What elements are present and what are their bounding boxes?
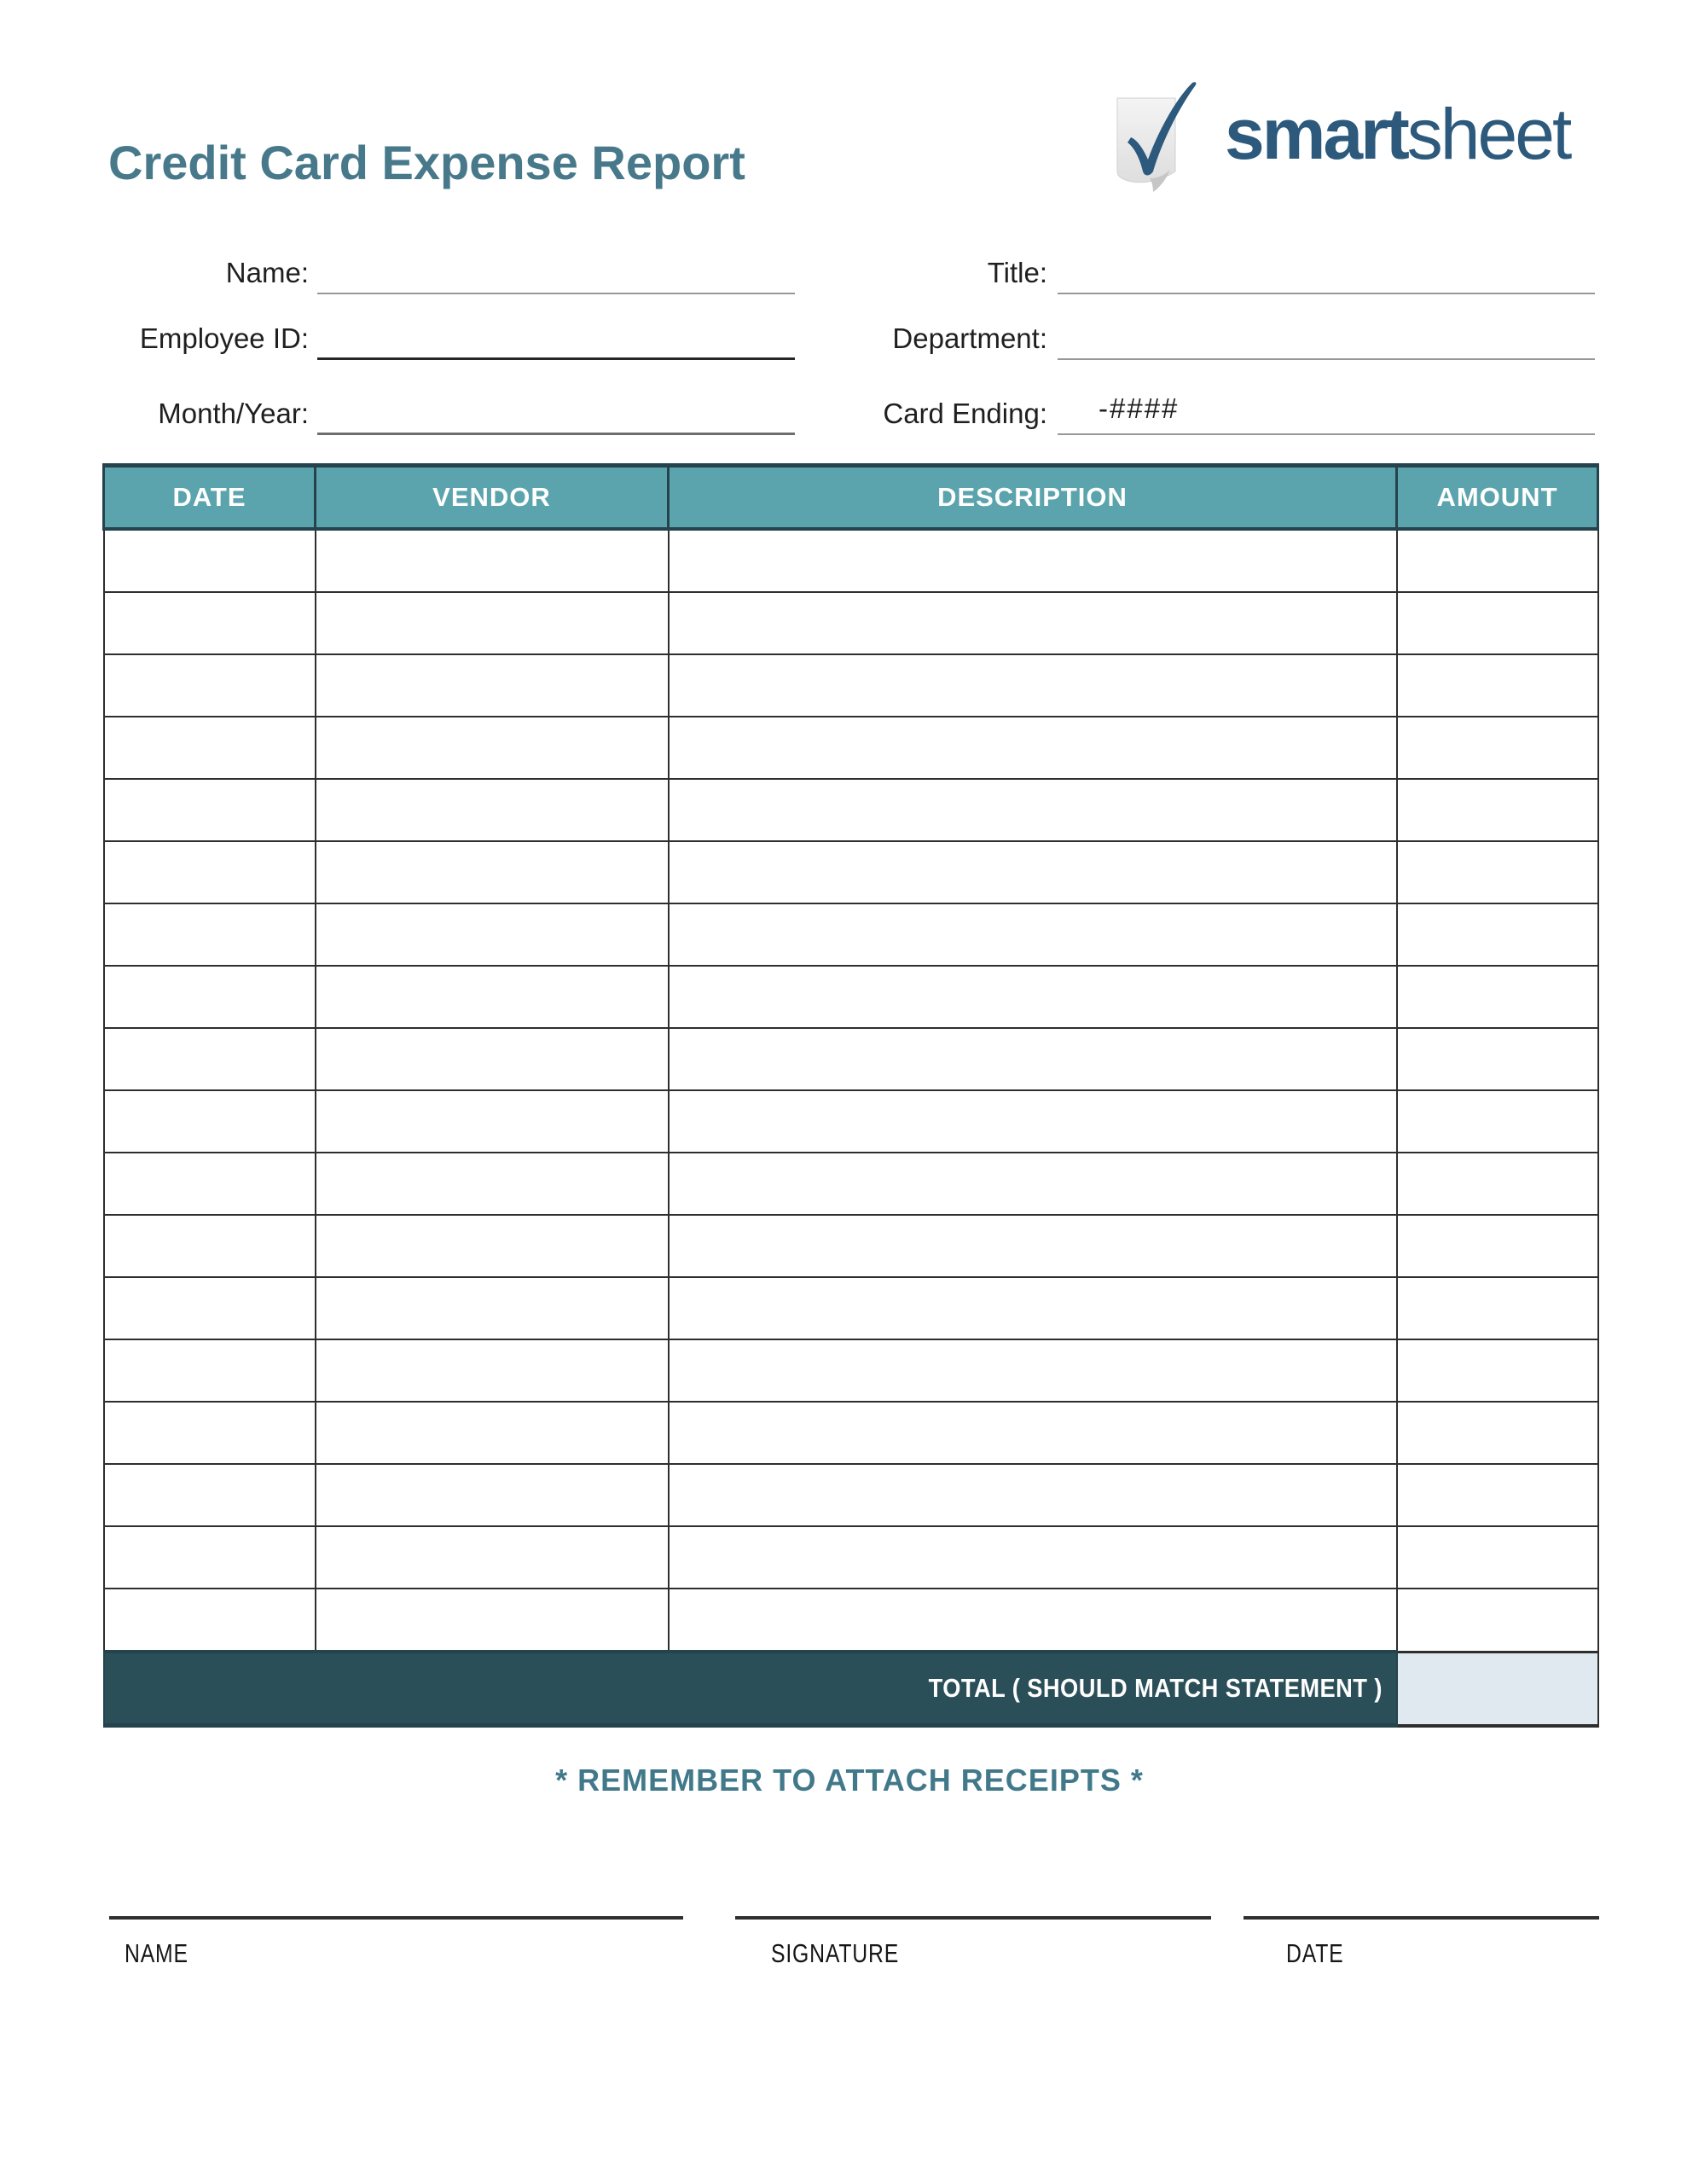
table-cell[interactable] [104, 1277, 316, 1339]
table-cell[interactable] [669, 654, 1397, 717]
employee-id-input-line[interactable] [317, 313, 795, 360]
table-cell[interactable] [104, 779, 316, 841]
table-cell[interactable] [104, 592, 316, 654]
table-row [104, 1589, 1598, 1652]
table-row [104, 1526, 1598, 1589]
table-cell[interactable] [669, 1090, 1397, 1153]
field-name [111, 250, 795, 294]
table-row [104, 841, 1598, 903]
department-label: Department: [892, 322, 1047, 354]
logo-word-smart: smart [1225, 94, 1407, 174]
table-row [104, 529, 1598, 592]
table-row [104, 717, 1598, 779]
total-row [104, 1652, 1598, 1726]
table-cell[interactable] [316, 1277, 669, 1339]
table-cell[interactable] [669, 1215, 1397, 1277]
checkmark-page-icon [1105, 76, 1204, 204]
table-cell[interactable] [1397, 966, 1598, 1028]
table-cell[interactable] [104, 529, 316, 592]
table-cell[interactable] [669, 779, 1397, 841]
month-year-input-line[interactable] [317, 388, 795, 435]
table-row [104, 1028, 1598, 1090]
table-row [104, 654, 1598, 717]
field-department [819, 316, 1595, 360]
column-header-amount: AMOUNT [1397, 466, 1598, 530]
signature-signature-label: SIGNATURE [771, 1938, 900, 1968]
table-row [104, 592, 1598, 654]
table-cell[interactable] [669, 1028, 1397, 1090]
table-cell[interactable] [669, 1277, 1397, 1339]
table-cell[interactable] [316, 654, 669, 717]
signature-name-label: NAME [125, 1938, 188, 1968]
table-cell[interactable] [669, 966, 1397, 1028]
title-label: Title: [987, 257, 1047, 288]
field-employee-id [111, 316, 795, 360]
table-cell[interactable] [669, 1464, 1397, 1526]
table-cell[interactable] [104, 717, 316, 779]
total-label: TOTAL ( SHOULD MATCH STATEMENT ) [928, 1673, 1383, 1703]
table-row [104, 1464, 1598, 1526]
logo-wordmark [1225, 94, 1570, 182]
table-row [104, 1090, 1598, 1153]
card-ending-label: Card Ending: [883, 398, 1047, 429]
table-row [104, 1215, 1598, 1277]
table-row [104, 1339, 1598, 1402]
table-cell[interactable] [1397, 1526, 1598, 1589]
page-title: Credit Card Expense Report [108, 136, 745, 189]
table-cell[interactable] [1397, 1339, 1598, 1402]
table-cell[interactable] [104, 966, 316, 1028]
table-cell[interactable] [316, 1215, 669, 1277]
table-cell[interactable] [1397, 903, 1598, 966]
name-input-line[interactable] [317, 248, 795, 294]
table-cell[interactable] [669, 529, 1397, 592]
card-ending-value: -#### [1099, 392, 1180, 424]
table-row [104, 966, 1598, 1028]
column-header-vendor: VENDOR [316, 466, 669, 530]
table-cell[interactable] [1397, 654, 1598, 717]
table-row [104, 1153, 1598, 1215]
table-cell[interactable] [1397, 1464, 1598, 1526]
table-cell[interactable] [316, 841, 669, 903]
table-cell[interactable] [316, 903, 669, 966]
month-year-label: Month/Year: [158, 398, 309, 429]
table-cell[interactable] [316, 592, 669, 654]
table-cell[interactable] [1397, 1215, 1598, 1277]
table-cell[interactable] [316, 717, 669, 779]
table-cell[interactable] [104, 1153, 316, 1215]
table-cell[interactable] [316, 1028, 669, 1090]
table-cell[interactable] [1397, 1589, 1598, 1652]
table-cell[interactable] [316, 1526, 669, 1589]
table-cell[interactable] [669, 1153, 1397, 1215]
expense-table [102, 463, 1599, 1728]
table-cell[interactable] [1397, 1277, 1598, 1339]
name-label: Name: [225, 257, 309, 288]
table-row [104, 1277, 1598, 1339]
attach-receipts-reminder: * REMEMBER TO ATTACH RECEIPTS * [555, 1763, 1144, 1798]
signature-line[interactable] [735, 1916, 1211, 1920]
name-signature-line[interactable] [109, 1916, 683, 1920]
table-cell[interactable] [316, 779, 669, 841]
employee-id-label: Employee ID: [139, 322, 309, 354]
column-header-date: DATE [104, 466, 316, 530]
table-cell[interactable] [316, 1402, 669, 1464]
signature-date-label: DATE [1286, 1938, 1344, 1968]
table-cell[interactable] [669, 903, 1397, 966]
table-cell[interactable] [1397, 717, 1598, 779]
table-cell[interactable] [1397, 1153, 1598, 1215]
table-cell[interactable] [669, 1526, 1397, 1589]
table-cell[interactable] [104, 1526, 316, 1589]
table-cell[interactable] [1397, 592, 1598, 654]
date-signature-line[interactable] [1244, 1916, 1599, 1920]
table-cell[interactable] [1397, 1028, 1598, 1090]
table-cell[interactable] [104, 1464, 316, 1526]
logo-word-sheet: sheet [1406, 94, 1570, 174]
field-month-year [111, 391, 795, 435]
table-cell[interactable] [669, 841, 1397, 903]
table-cell[interactable] [104, 1589, 316, 1652]
table-cell[interactable] [669, 592, 1397, 654]
table-row [104, 1402, 1598, 1464]
table-cell[interactable] [669, 1339, 1397, 1402]
table-cell[interactable] [104, 1090, 316, 1153]
table-cell[interactable] [1397, 529, 1598, 592]
department-input-line[interactable] [1058, 314, 1595, 360]
table-row [104, 903, 1598, 966]
table-cell[interactable] [669, 1589, 1397, 1652]
table-cell[interactable] [104, 1339, 316, 1402]
column-header-description: DESCRIPTION [669, 466, 1397, 530]
table-cell[interactable] [669, 717, 1397, 779]
table-cell[interactable] [104, 1028, 316, 1090]
table-cell[interactable] [104, 1215, 316, 1277]
table-cell[interactable] [1397, 841, 1598, 903]
table-cell[interactable] [316, 966, 669, 1028]
table-cell[interactable] [316, 1589, 669, 1652]
total-label-cell [104, 1652, 1397, 1726]
card-ending-input-line[interactable] [1058, 389, 1595, 435]
table-cell[interactable] [316, 1339, 669, 1402]
table-cell[interactable] [316, 1153, 669, 1215]
table-cell[interactable] [316, 529, 669, 592]
table-cell[interactable] [104, 1402, 316, 1464]
title-input-line[interactable] [1058, 248, 1595, 294]
field-title [819, 250, 1595, 294]
table-cell[interactable] [316, 1464, 669, 1526]
table-row [104, 779, 1598, 841]
table-cell[interactable] [316, 1090, 669, 1153]
table-cell[interactable] [1397, 1090, 1598, 1153]
table-cell[interactable] [1397, 1402, 1598, 1464]
table-cell[interactable] [104, 654, 316, 717]
table-cell[interactable] [104, 841, 316, 903]
total-amount-cell[interactable] [1397, 1652, 1598, 1726]
smartsheet-logo [1105, 75, 1569, 205]
field-card-ending [819, 391, 1595, 435]
table-cell[interactable] [669, 1402, 1397, 1464]
table-cell[interactable] [1397, 779, 1598, 841]
table-cell[interactable] [104, 903, 316, 966]
table-header-row [104, 466, 1598, 530]
